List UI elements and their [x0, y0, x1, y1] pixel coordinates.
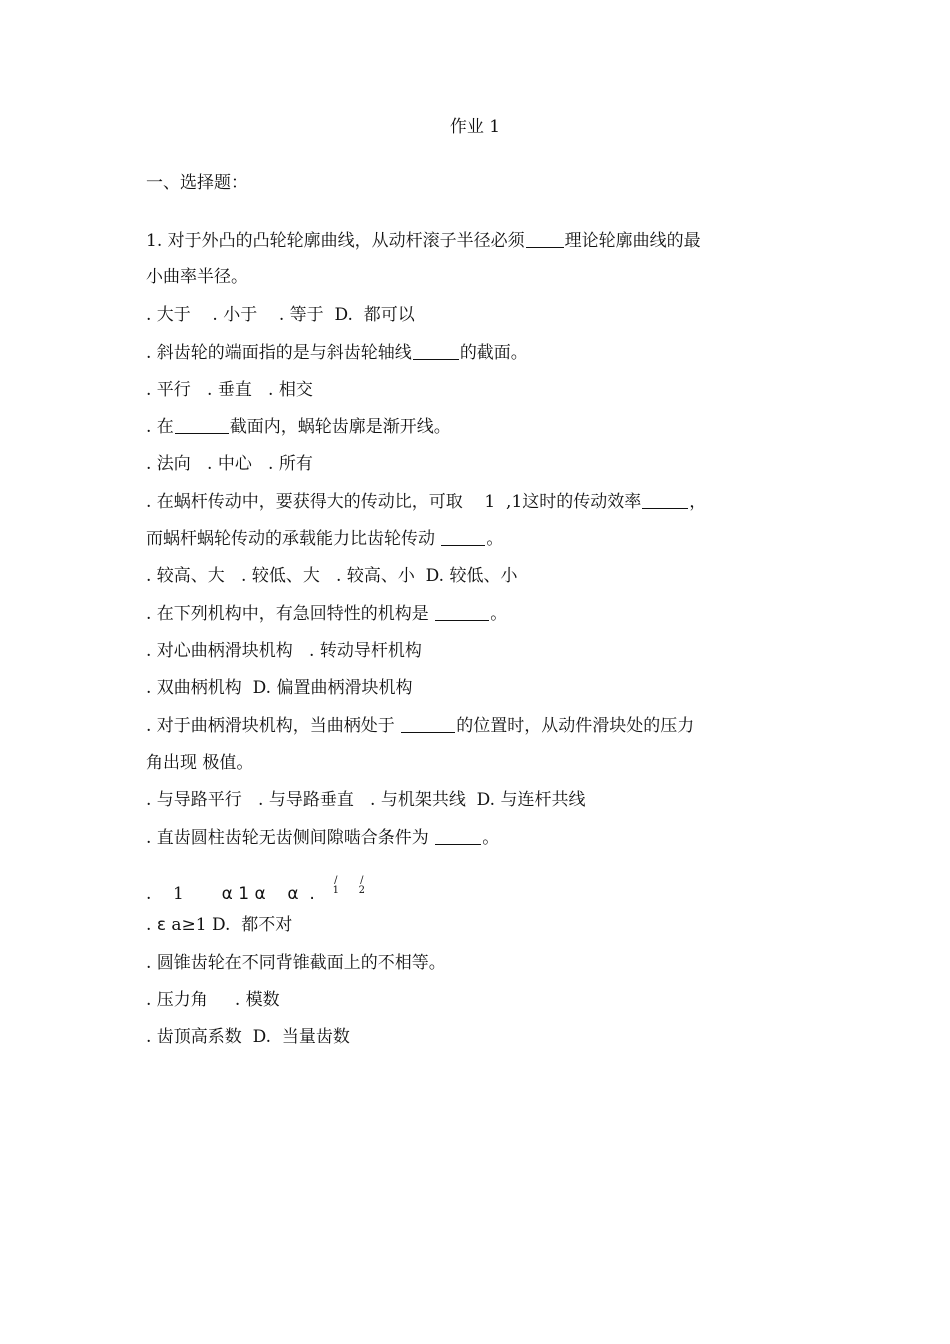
question-5: [146, 603, 507, 625]
answer-blank: [441, 529, 485, 546]
answer-blank: [526, 231, 564, 248]
question-6-text-b: 的位置时，从动件滑块处的压力: [456, 716, 695, 736]
question-2-text-b: 的截面。: [459, 343, 528, 363]
page-title: 作业 1: [449, 117, 501, 137]
question-1-text-a: 1. 对于外凸的凸轮轮廓曲线，从动杆滚子半径必须: [146, 231, 525, 251]
answer-blank: [642, 492, 688, 509]
question-3-options: . 法向 . 中心 . 所有: [146, 454, 313, 474]
question-3: [146, 416, 451, 438]
fraction-1-bottom: 1: [332, 885, 339, 896]
question-4-text-b: ，: [689, 492, 707, 512]
question-7-formula: [146, 876, 367, 905]
question-8-options-1: . 压力角 . 模数: [146, 990, 280, 1010]
answer-blank: [175, 417, 229, 434]
answer-blank: [435, 828, 481, 845]
fraction-1: [331, 876, 341, 896]
question-2: [146, 342, 528, 364]
question-4-text-c: 而蜗杆蜗轮传动的承载能力比齿轮传动: [146, 529, 441, 549]
question-3-text-b: 截面内，蜗轮齿廓是渐开线。: [229, 417, 451, 437]
answer-blank: [413, 343, 459, 360]
question-1-text-b: 理论轮廓曲线的最: [564, 231, 701, 251]
option-text: a≥1 D. 都不对: [166, 915, 293, 935]
formula-prefix: . 1: [146, 884, 222, 904]
answer-blank: [435, 604, 489, 621]
question-8: . 圆锥齿轮在不同背锥截面上的不相等。: [146, 953, 446, 973]
question-5-options-1: . 对心曲柄滑块机构 . 转动导杆机构: [146, 641, 422, 661]
fraction-1-top: /: [334, 875, 338, 886]
fraction-2: [357, 876, 367, 896]
question-8-options-2: . 齿顶高系数 D. 当量齿数: [146, 1027, 350, 1047]
formula-alpha-terms: α 1 α α .: [221, 884, 315, 904]
question-2-text-a: . 斜齿轮的端面指的是与斜齿轮轴线: [146, 343, 412, 363]
question-6-options: . 与导路平行 . 与导路垂直 . 与机架共线 D. 与连杆共线: [146, 790, 586, 810]
section-heading: 一、选择题：: [146, 173, 248, 193]
question-5-text-a: . 在下列机构中，有急回特性的机构是: [146, 604, 435, 624]
question-2-options: . 平行 . 垂直 . 相交: [146, 380, 313, 400]
question-3-text-a: . 在: [146, 417, 174, 437]
question-7-options: [146, 914, 292, 936]
question-4: [146, 491, 706, 513]
fraction-2-bottom: 2: [358, 885, 365, 896]
question-5-options-2: . 双曲柄机构 D. 偏置曲柄滑块机构: [146, 678, 413, 698]
question-6-line-2: 角出现 极值。: [146, 753, 254, 773]
question-1-line-2: 小曲率半径。: [146, 267, 248, 287]
option-prefix: .: [146, 915, 157, 935]
question-4-text-a: . 在蜗杆传动中，要获得大的传动比，可取 1 ,1这时的传动效率: [146, 492, 642, 512]
question-4-options: . 较高、大 . 较低、大 . 较高、小 D. 较低、小: [146, 566, 518, 586]
question-4-text-d: 。: [486, 529, 504, 549]
question-7-text-b: 。: [482, 828, 500, 848]
question-1-options: . 大于 . 小于 . 等于 D. 都可以: [146, 305, 415, 325]
fraction-2-top: /: [360, 875, 364, 886]
question-4-line-2: [146, 528, 503, 550]
epsilon-symbol: ε: [156, 915, 167, 935]
question-6: [146, 715, 694, 737]
question-6-text-a: . 对于曲柄滑块机构，当曲柄处于: [146, 716, 401, 736]
question-1: [146, 230, 701, 252]
question-7: [146, 827, 499, 849]
answer-blank: [401, 716, 455, 733]
question-5-text-b: 。: [490, 604, 508, 624]
question-7-text-a: . 直齿圆柱齿轮无齿侧间隙啮合条件为: [146, 828, 435, 848]
